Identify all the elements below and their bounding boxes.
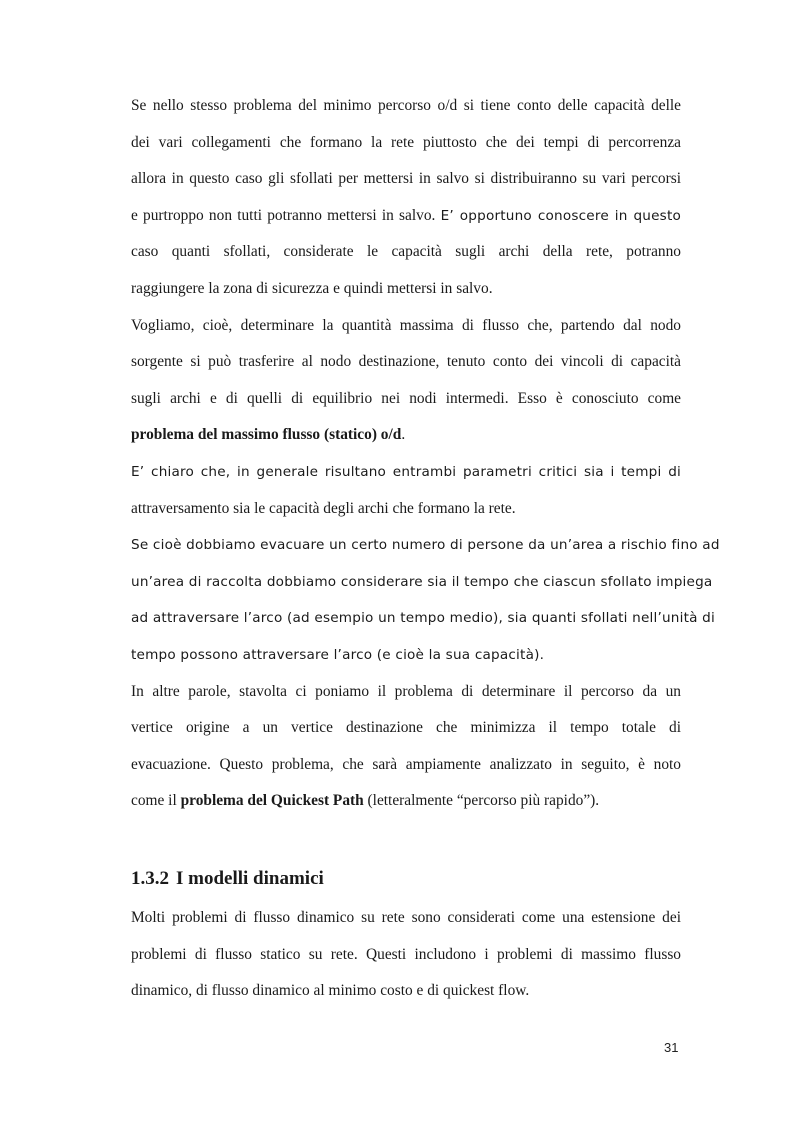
document-body bbox=[131, 88, 720, 820]
section-number: 1.3.2 bbox=[131, 868, 169, 889]
section-heading bbox=[131, 868, 324, 890]
paragraph-evacuation bbox=[131, 527, 720, 673]
text-line: sorgente si può trasferire al nodo destinazione, tenuto conto dei vincoli di capacità bbox=[131, 353, 681, 371]
term-quickest-path: problema del Quickest Path bbox=[180, 792, 364, 810]
text-line: tempo possono attraversare l’arco (e cioè la sua capacità). bbox=[131, 646, 545, 663]
text-line bbox=[131, 783, 681, 820]
paragraph-quickest-path bbox=[131, 674, 681, 820]
text-line: ad attraversare l’arco (ad esempio un tempo medio), sia quanti sfollati nell’unità di bbox=[131, 610, 715, 627]
text-line: raggiungere la zona di sicurezza e quindi mettersi in salvo. bbox=[131, 279, 493, 297]
text-segment: e purtroppo non tutti potranno mettersi in salvo. bbox=[131, 206, 436, 224]
paragraph-max-flow bbox=[131, 308, 681, 454]
text-line: attraversamento sia le capacità degli archi che formano la rete. bbox=[131, 499, 516, 517]
text-line: Se cioè dobbiamo evacuare un certo numero di persone da un’area a rischio fino ad bbox=[131, 537, 720, 554]
text-segment: (letteralmente “percorso più rapido”). bbox=[363, 792, 600, 810]
text-line: E’ chiaro che, in generale risultano entrambi parametri critici sia i tempi di bbox=[131, 463, 681, 480]
text-line: evacuazione. Questo problema, che sarà ampiamente analizzato in seguito, è noto bbox=[131, 755, 681, 773]
text-line bbox=[131, 198, 681, 235]
page-number: 31 bbox=[664, 1040, 679, 1055]
text-line: Vogliamo, cioè, determinare la quantità massima di flusso che, partendo dal nodo bbox=[131, 316, 681, 334]
text-segment: . bbox=[401, 426, 406, 444]
text-line: dei vari collegamenti che formano la rete piuttosto che dei tempi di percorrenza bbox=[131, 133, 681, 151]
section-title: I modelli dinamici bbox=[176, 868, 324, 889]
paragraph-dynamic-models bbox=[131, 900, 681, 1010]
text-line: sugli archi e di quelli di equilibrio nei nodi intermedi. Esso è conosciuto come bbox=[131, 389, 681, 407]
text-line bbox=[131, 417, 681, 454]
text-line: vertice origine a un vertice destinazione che minimizza il tempo totale di bbox=[131, 719, 681, 737]
text-line: problemi di flusso statico su rete. Questi includono i problemi di massimo flusso bbox=[131, 945, 681, 963]
text-line: In altre parole, stavolta ci poniamo il problema di determinare il percorso da un bbox=[131, 682, 681, 700]
paragraph-capacity bbox=[131, 88, 681, 308]
term-max-flow: problema del massimo flusso (statico) o/d bbox=[131, 426, 402, 444]
text-segment: E’ opportuno conoscere in questo bbox=[440, 207, 681, 224]
paragraph-critical-parameters bbox=[131, 454, 681, 527]
text-line: un’area di raccolta dobbiamo considerare sia il tempo che ciascun sfollato impiega bbox=[131, 573, 713, 590]
section-body bbox=[131, 900, 681, 1010]
text-segment: come il bbox=[131, 792, 181, 810]
text-line: Molti problemi di flusso dinamico su rete sono considerati come una estensione dei bbox=[131, 909, 681, 926]
text-line: dinamico, di flusso dinamico al minimo costo e di quickest flow. bbox=[131, 982, 530, 1000]
text-line: Se nello stesso problema del minimo percorso o/d si tiene conto delle capacità delle bbox=[131, 97, 681, 114]
text-line: allora in questo caso gli sfollati per mettersi in salvo si distribuiranno su vari percorsi bbox=[131, 170, 681, 188]
text-line: caso quanti sfollati, considerate le capacità sugli archi della rete, potranno bbox=[131, 243, 681, 261]
